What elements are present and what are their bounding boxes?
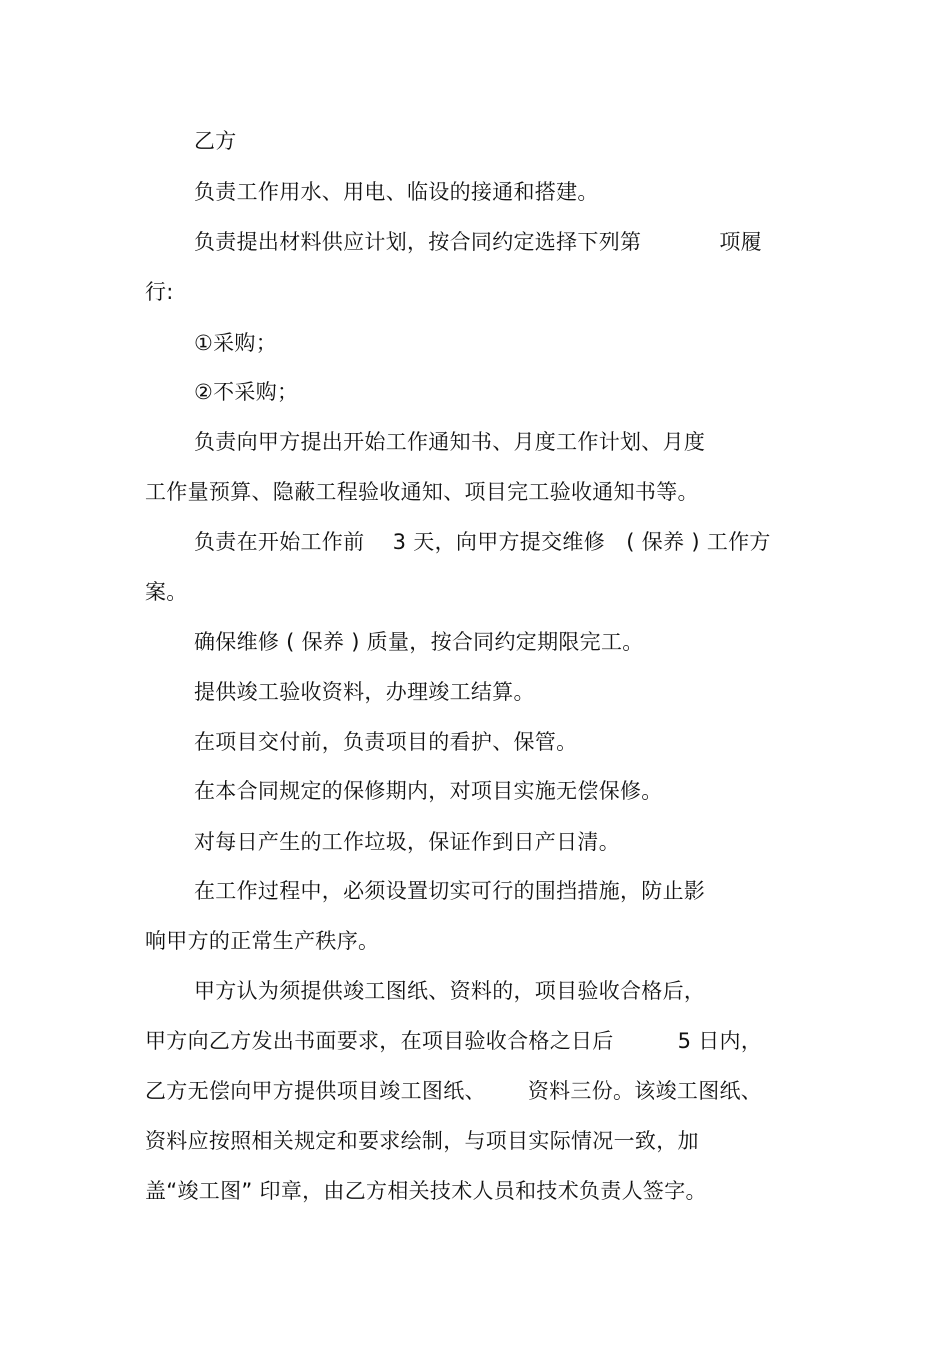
text-segment: 5 日内， [677, 1029, 763, 1053]
text-line: 负责在开始工作前 3 天，向甲方提交维修 ( 保养 ) 工作方 [194, 530, 771, 554]
text-line [145, 1027, 762, 1055]
text-line: 工作量预算、隐蔽工程验收通知、项目完工验收通知书等。 [145, 480, 699, 504]
text-line: 盖“竣工图” 印章，由乙方相关技术人员和技术负责人签字。 [145, 1179, 707, 1203]
text-line: 对每日产生的工作垃圾，保证作到日产日清。 [194, 830, 620, 854]
text-line: 甲方认为须提供竣工图纸、资料的，项目验收合格后， [194, 979, 706, 1003]
text-segment: 项履 [719, 230, 762, 254]
text-line: 在工作过程中，必须设置切实可行的围挡措施，防止影 [194, 879, 706, 903]
text-line: ①采购； [194, 331, 278, 355]
text-line: 案。 [145, 580, 188, 604]
text-line: 负责工作用水、用电、临设的接通和搭建。 [194, 180, 599, 204]
text-line: 在本合同规定的保修期内，对项目实施无偿保修。 [194, 779, 663, 803]
text-segment: 乙方无偿向甲方提供项目竣工图纸、 [145, 1079, 486, 1103]
text-line: 在项目交付前，负责项目的看护、保管。 [194, 730, 578, 754]
text-line: 确保维修 ( 保养 ) 质量，按合同约定期限完工。 [194, 630, 644, 654]
text-line [194, 228, 762, 256]
text-line: 提供竣工验收资料，办理竣工结算。 [194, 680, 535, 704]
text-line: 行: [145, 280, 174, 304]
text-line: 响甲方的正常生产秩序。 [145, 929, 380, 953]
text-line: 资料应按照相关规定和要求绘制，与项目实际情况一致，加 [145, 1129, 699, 1153]
text-line: 乙方 [194, 129, 237, 153]
text-line: 负责向甲方提出开始工作通知书、月度工作计划、月度 [194, 430, 706, 454]
text-line [145, 1077, 762, 1105]
text-segment: 甲方向乙方发出书面要求，在项目验收合格之日后 [145, 1029, 614, 1053]
text-segment: 负责提出材料供应计划，按合同约定选择下列第 [194, 230, 642, 254]
text-line: ②不采购； [194, 380, 299, 404]
text-segment: 资料三份。该竣工图纸、 [527, 1079, 763, 1103]
